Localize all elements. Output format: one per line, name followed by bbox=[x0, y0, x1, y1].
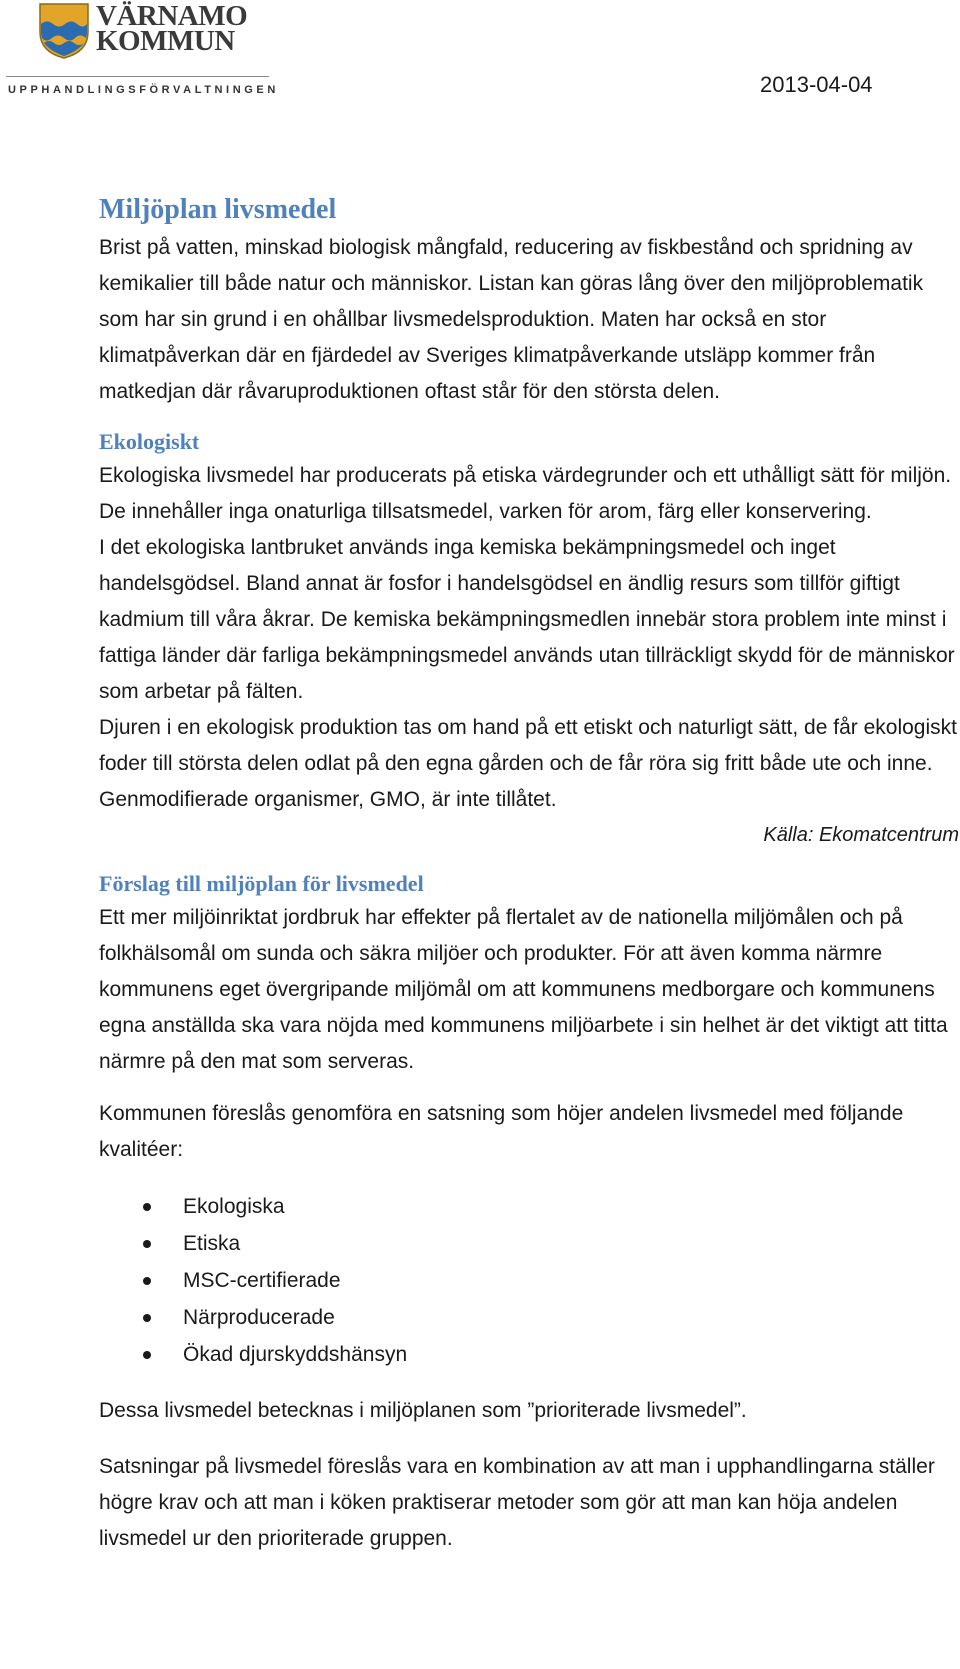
bullet-icon bbox=[143, 1277, 151, 1285]
document-body bbox=[99, 190, 959, 1557]
ekologiskt-paragraph-1: Ekologiska livsmedel har producerats på etiska värdegrunder och ett uthålligt sätt för miljön. De innehåller inga onaturliga tillsatsmedel, varken för arom, färg eller konservering. bbox=[99, 464, 952, 523]
list-item: Ekologiska bbox=[99, 1188, 959, 1225]
bullet-icon bbox=[143, 1240, 151, 1248]
list-item: Närproducerade bbox=[99, 1299, 959, 1336]
document-header bbox=[0, 0, 960, 110]
bullet-icon bbox=[143, 1351, 151, 1359]
section-title-forslag: Förslag till miljöplan för livsmedel bbox=[99, 871, 424, 896]
list-item: Etiska bbox=[99, 1225, 959, 1262]
forslag-paragraph-3: Dessa livsmedel betecknas i miljöplanen som ”prioriterade livsmedel”. bbox=[99, 1399, 747, 1422]
logo-wordmark bbox=[96, 0, 248, 57]
source-citation: Källa: Ekomatcentrum bbox=[763, 824, 959, 846]
list-item: MSC-certifierade bbox=[99, 1262, 959, 1299]
ekologiskt-paragraph-2: I det ekologiska lantbruket används inga kemiska bekämpningsmedel och inget handelsgödsel. Bland annat är fosfor i handelsgödsel en ändlig resurs som tillför giftigt kadmium till våra åkrar. De kemiska bekämpningsmedlen innebär stora problem inte minst i fattiga länder där farliga bekämpningsmedel används utan tillräckligt skydd för de människor som arbetar på fälten. bbox=[99, 536, 955, 703]
ekologiskt-paragraph-3: Djuren i en ekologisk produktion tas om hand på ett etiskt och naturligt sätt, de får ekologiskt foder till största delen odlat på den egna gården och de får röra sig fritt både ute och inne. Genmodifierade organismer, GMO, är inte tillåtet. bbox=[99, 716, 957, 811]
varnamo-coat-of-arms-icon bbox=[38, 2, 90, 60]
document-date: 2013-04-04 bbox=[760, 72, 873, 97]
logo-name-line2: KOMMUN bbox=[96, 25, 235, 57]
logo-divider bbox=[6, 76, 269, 77]
bullet-icon bbox=[143, 1203, 151, 1211]
forslag-paragraph-4: Satsningar på livsmedel föreslås vara en kombination av att man i upphandlingarna ställer högre krav och att man i köken praktiserar metoder som gör att man kan höja andelen livsmedel ur den prioriterade gruppen. bbox=[99, 1455, 935, 1550]
list-item: Ökad djurskyddshänsyn bbox=[99, 1336, 959, 1373]
forslag-paragraph-2: Kommunen föreslås genomföra en satsning som höjer andelen livsmedel med följande kvalitéer: bbox=[99, 1102, 904, 1161]
department-name: UPPHANDLINGSFÖRVALTNINGEN bbox=[8, 84, 279, 96]
quality-list bbox=[99, 1188, 959, 1373]
section-title-miljoplan: Miljöplan livsmedel bbox=[99, 194, 337, 225]
section-miljoplan-paragraph: Brist på vatten, minskad biologisk mångfald, reducering av fiskbestånd och spridning av kemikalier till både natur och människor. Listan kan göras lång över den miljöproblematik som har sin grund i en ohållbar livsmedelsproduktion. Maten har också en stor klimatpåverkan där en fjärdedel av Sveriges klimatpåverkande utsläpp kommer från matkedjan där råvaruproduktionen oftast står för den största delen. bbox=[99, 236, 924, 403]
bullet-icon bbox=[143, 1314, 151, 1322]
logo-name-line1: VÄRNAMO bbox=[96, 0, 248, 32]
section-title-ekologiskt: Ekologiskt bbox=[99, 429, 200, 454]
forslag-paragraph-1: Ett mer miljöinriktat jordbruk har effekter på flertalet av de nationella miljömålen och på folkhälsomål om sunda och säkra miljöer och produkter. För att även komma närmre kommunens eget övergripande miljömål om att kommunens medborgare och kommunens egna anställda ska vara nöjda med kommunens miljöarbete i sin helhet är det viktigt att titta närmre på den mat som serveras. bbox=[99, 906, 948, 1073]
